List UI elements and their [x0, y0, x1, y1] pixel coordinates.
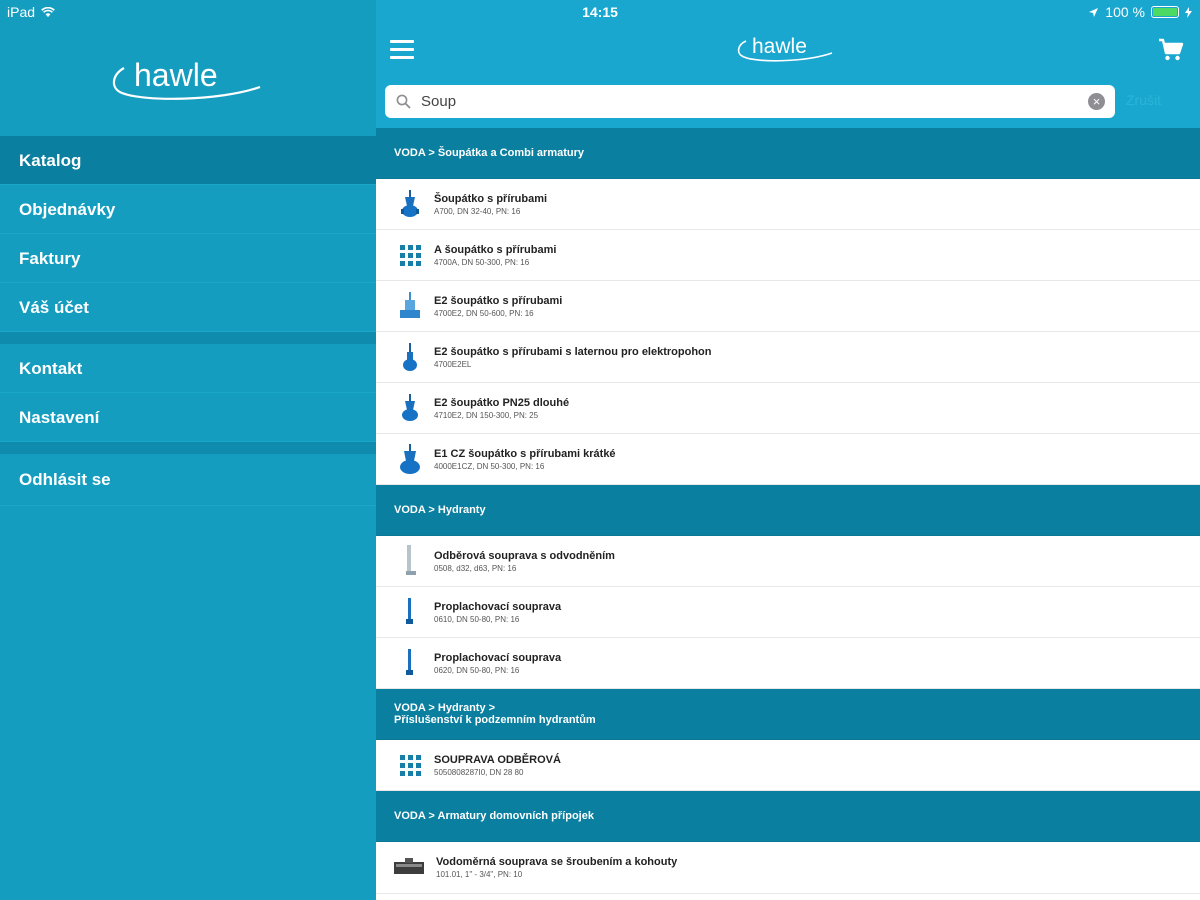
- section-header: [376, 689, 1200, 740]
- battery-icon: [1151, 6, 1179, 18]
- list-item[interactable]: [376, 587, 1200, 638]
- pipe-icon: [398, 597, 422, 627]
- nav-separator: [0, 442, 376, 454]
- list-item[interactable]: [376, 740, 1200, 791]
- item-subtitle: 4700E2EL: [434, 359, 472, 369]
- sidebar-item-faktury[interactable]: Faktury: [0, 234, 376, 283]
- section-title: VODA > Šoupátka a Combi armatury: [394, 147, 585, 159]
- item-title: Proplachovací souprava: [434, 651, 562, 664]
- device-label: iPad: [7, 4, 36, 20]
- charging-icon: [1185, 7, 1192, 18]
- item-subtitle: A700, DN 32-40, PN: 16: [434, 206, 521, 216]
- list-item[interactable]: [376, 281, 1200, 332]
- results-list: [376, 128, 1200, 894]
- sidebar-item-odhlasit[interactable]: Odhlásit se: [0, 454, 376, 506]
- item-title: E2 šoupátko s přírubami s laternou pro elektropohon: [434, 345, 712, 358]
- pipe-icon: [398, 546, 422, 576]
- item-subtitle: 5050808287I0, DN 28 80: [434, 767, 524, 777]
- valve-icon: [398, 291, 422, 321]
- section-header: [376, 128, 1200, 179]
- item-title: Šoupátko s přírubami: [434, 192, 548, 205]
- section-title: VODA > Hydranty >: [394, 702, 496, 714]
- item-subtitle: 4710E2, DN 150-300, PN: 25: [434, 410, 539, 420]
- section-title: VODA > Hydranty: [394, 504, 486, 516]
- pipe-icon: [398, 648, 422, 678]
- svg-text:hawle: hawle: [134, 57, 218, 93]
- item-subtitle: 4700E2, DN 50-600, PN: 16: [434, 308, 534, 318]
- cart-icon[interactable]: [1158, 38, 1184, 62]
- item-subtitle: 4000E1CZ, DN 50-300, PN: 16: [434, 461, 545, 471]
- valve-icon: [398, 189, 422, 219]
- valve-icon: [398, 444, 422, 474]
- item-subtitle: 0610, DN 50-80, PN: 16: [434, 614, 520, 624]
- item-subtitle: 0620, DN 50-80, PN: 16: [434, 665, 520, 675]
- item-title: E1 CZ šoupátko s přírubami krátké: [434, 447, 616, 460]
- main-panel: [376, 0, 1200, 900]
- search-bar: [385, 85, 1115, 118]
- item-title: E2 šoupátko PN25 dlouhé: [434, 396, 570, 409]
- list-item[interactable]: [376, 383, 1200, 434]
- item-subtitle: 4700A, DN 50-300, PN: 16: [434, 257, 530, 267]
- clear-search-icon[interactable]: ×: [1088, 93, 1105, 110]
- sidebar-item-katalog[interactable]: Katalog: [0, 136, 376, 185]
- status-right: [1088, 4, 1192, 20]
- valve-icon: [398, 342, 422, 372]
- hawle-logo: [110, 52, 265, 106]
- status-bar: [0, 0, 1200, 26]
- item-title: Odběrová souprava s odvodněním: [434, 549, 615, 562]
- valve-icon: [398, 393, 422, 423]
- cancel-button[interactable]: Zrušit: [1126, 92, 1161, 108]
- section-header: [376, 791, 1200, 842]
- list-item[interactable]: [376, 536, 1200, 587]
- hamburger-menu-icon[interactable]: [390, 40, 414, 60]
- sidebar-item-objednavky[interactable]: Objednávky: [0, 185, 376, 234]
- list-item[interactable]: [376, 638, 1200, 689]
- clock: 14:15: [582, 4, 618, 20]
- list-item[interactable]: [376, 434, 1200, 485]
- search-icon: [396, 94, 411, 109]
- item-subtitle: 101.01, 1" - 3/4", PN: 10: [436, 870, 523, 879]
- list-item[interactable]: [376, 179, 1200, 230]
- item-subtitle: 0508, d32, d63, PN: 16: [434, 563, 517, 573]
- list-item[interactable]: [376, 332, 1200, 383]
- search-input[interactable]: [419, 92, 1088, 111]
- item-title: E2 šoupátko s přírubami: [434, 294, 563, 307]
- section-title-line2: Příslušenství k podzemním hydrantům: [394, 714, 596, 726]
- sidebar-item-nastaveni[interactable]: Nastavení: [0, 393, 376, 442]
- nav-main: [0, 136, 376, 506]
- list-item[interactable]: [376, 842, 1200, 894]
- sidebar-item-vas-ucet[interactable]: Váš účet: [0, 283, 376, 332]
- item-title: A šoupátko s přírubami: [434, 243, 557, 256]
- location-arrow-icon: [1088, 7, 1099, 18]
- item-title: Vodoměrná souprava se šroubením a kohouty: [436, 856, 678, 868]
- item-title: Proplachovací souprava: [434, 600, 562, 613]
- hawle-logo-small: [736, 30, 836, 66]
- meter-icon: [394, 853, 424, 883]
- grid-icon: [398, 750, 422, 780]
- section-title: VODA > Armatury domovních přípojek: [394, 810, 594, 822]
- battery-level: [1153, 8, 1177, 16]
- list-item[interactable]: [376, 230, 1200, 281]
- svg-text:hawle: hawle: [752, 35, 807, 58]
- sidebar-item-kontakt[interactable]: Kontakt: [0, 344, 376, 393]
- nav-separator: [0, 332, 376, 344]
- sidebar: [0, 0, 376, 900]
- section-header: [376, 485, 1200, 536]
- battery-percent: 100 %: [1105, 4, 1145, 20]
- grid-icon: [398, 240, 422, 270]
- item-title: SOUPRAVA ODBĚROVÁ: [434, 753, 561, 766]
